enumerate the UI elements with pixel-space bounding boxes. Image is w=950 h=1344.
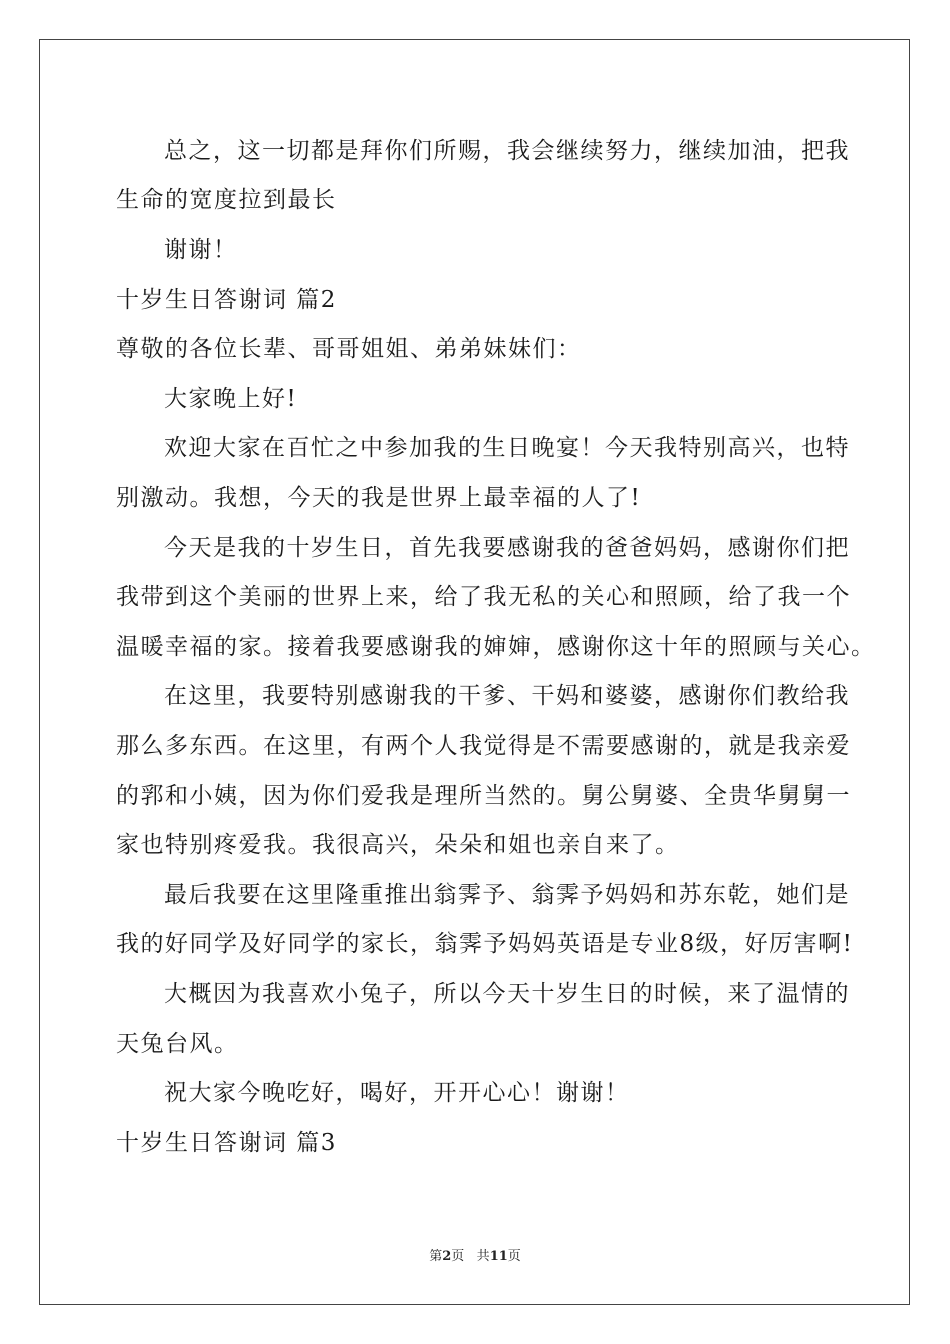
paragraph-line: 谢谢！: [164, 237, 238, 263]
paragraph-line: 那么多东西。在这里，有两个人我觉得是不需要感谢的，就是我亲爱: [116, 733, 851, 759]
paragraph-line: 祝大家今晚吃好，喝好，开开心心！谢谢！: [164, 1080, 630, 1106]
footer-total-pages: 11: [489, 1249, 508, 1264]
paragraph-line: 在这里，我要特别感谢我的干爹、干妈和婆婆，感谢你们教给我: [164, 683, 850, 709]
salutation: 尊敬的各位长辈、哥哥姐姐、弟弟妹妹们：: [116, 336, 582, 362]
paragraph-line: 家也特别疼爱我。我很高兴，朵朵和姐也亲自来了。: [116, 832, 680, 858]
footer-page-number: 2: [442, 1249, 452, 1264]
footer-total-prefix: 共: [476, 1249, 490, 1264]
paragraph-line: 的郛和小姨，因为你们爱我是理所当然的。舅公舅婆、全贵华舅舅一: [116, 783, 851, 809]
page-footer: [0, 1248, 950, 1266]
footer-prefix: 第: [429, 1249, 443, 1264]
paragraph-line: 生命的宽度拉到最长: [116, 187, 337, 213]
page-frame: [39, 39, 910, 1305]
paragraph-line: 温暖幸福的家。接着我要感谢我的婶婶，感谢你这十年的照顾与关心。: [116, 634, 876, 660]
section-heading: 十岁生日答谢词 篇3: [116, 1130, 337, 1156]
paragraph-line: 别激动。我想，今天的我是世界上最幸福的人了!: [116, 485, 642, 511]
paragraph-line: 欢迎大家在百忙之中参加我的生日晚宴！今天我特别高兴，也特: [164, 435, 850, 461]
paragraph-line: 天兔台风。: [116, 1031, 239, 1057]
paragraph-line: 大家晚上好!: [164, 386, 298, 412]
paragraph-line: 最后我要在这里隆重推出翁霁予、翁霁予妈妈和苏东乾，她们是: [164, 882, 850, 908]
section-heading: 十岁生日答谢词 篇2: [116, 287, 337, 313]
paragraph-line: 大概因为我喜欢小兔子，所以今天十岁生日的时候，来了温情的: [164, 981, 850, 1007]
footer-total-unit: 页: [507, 1249, 521, 1264]
paragraph-line: 我的好同学及好同学的家长，翁霁予妈妈英语是专业8级，好厉害啊!: [116, 931, 854, 957]
paragraph-line: 总之，这一切都是拜你们所赐，我会继续努力，继续加油，把我: [164, 138, 850, 164]
paragraph-line: 今天是我的十岁生日，首先我要感谢我的爸爸妈妈，感谢你们把: [164, 535, 850, 561]
paragraph-line: 我带到这个美丽的世界上来，给了我无私的关心和照顾，给了我一个: [116, 584, 851, 610]
footer-page-unit: 页: [451, 1249, 465, 1264]
